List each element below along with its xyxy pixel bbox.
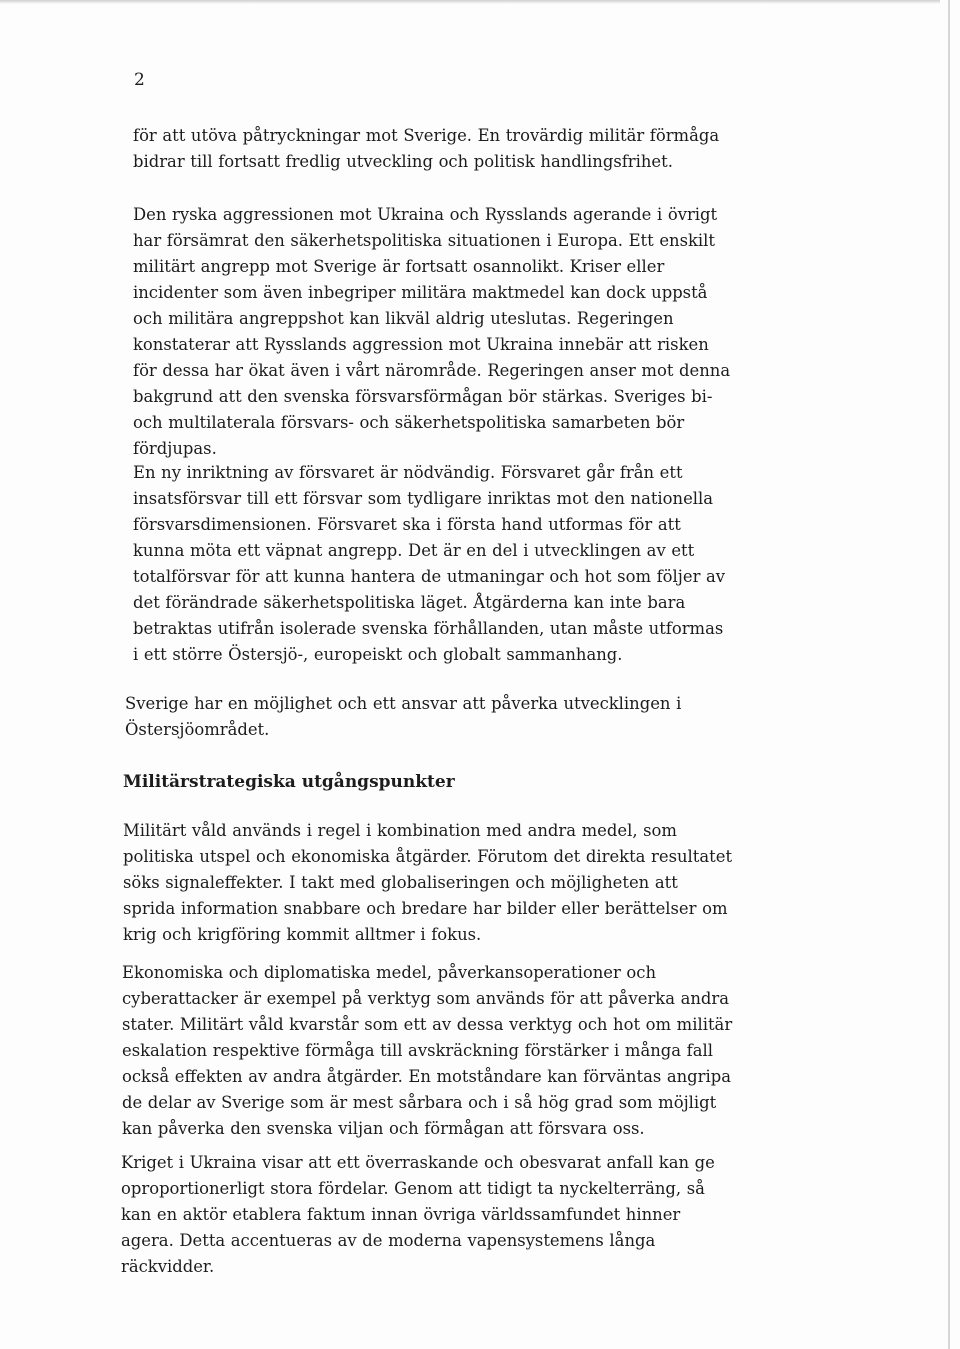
section-heading: Militärstrategiska utgångspunkter — [123, 772, 455, 792]
paragraph-4: Sverige har en möjlighet och ett ansvar att påverka utvecklingen i Östersjöområdet. — [125, 694, 682, 739]
scan-edge-top — [0, 0, 940, 4]
paragraph-2: Den ryska aggressionen mot Ukraina och Rysslands agerande i övrigt har försämrat den säkerhetspolitiska situationen i Europa. Ett enskilt militärt angrepp mot Sverige är fortsatt osannolikt. Kriser eller incidenter som även inbegriper militära maktmedel kan dock uppstå och militära angreppshot kan likväl aldrig uteslutas. Regeringen konstaterar att Rysslands aggression mot Ukraina innebär att risken för dessa har ökat även i vårt närområde. Regeringen anser mot denna bakgrund att den svenska försvarsförmågan bör stärkas. Sveriges bi- och multilaterala försvars- och säkerhetspolitiska samarbeten bör fördjupas. — [133, 205, 731, 458]
paragraph-6: Ekonomiska och diplomatiska medel, påverkansoperationer och cyberattacker är exempel på verktyg som används för att påverka andra stater. Militärt våld kvarstår som ett av dessa verktyg och hot om militär eskalation respektive förmåga till avskräckning förstärker i många fall också effekten av andra åtgärder. En motståndare kan förväntas angripa de delar av Sverige som är mest sårbara och i så hög grad som möjligt kan påverka den svenska viljan och förmågan att försvara oss. — [122, 963, 733, 1138]
scan-edge-right — [948, 0, 950, 1349]
paragraph-3: En ny inriktning av försvaret är nödvändig. Försvaret går från ett insatsförsvar till ett försvar som tydligare inriktas mot den nationella försvarsdimensionen. Försvaret ska i första hand utformas för att kunna möta ett väpnat angrepp. Det är en del i utvecklingen av ett totalförsvar för att kunna hantera de utmaningar och hot som följer av det förändrade säkerhetspolitiska läget. Åtgärderna kan inte bara betraktas utifrån isolerade svenska förhållanden, utan måste utformas i ett större Östersjö-, europeiskt och globalt sammanhang. — [133, 463, 726, 664]
paragraph-1: för att utöva påtryckningar mot Sverige. En trovärdig militär förmåga bidrar till fortsatt fredlig utveckling och politisk handlingsfrihet. — [133, 126, 720, 171]
paragraph-7: Kriget i Ukraina visar att ett överraskande och obesvarat anfall kan ge oproportionerligt stora fördelar. Genom att tidigt ta nyckelterräng, så kan en aktör etablera faktum innan övriga världssamfundet hinner agera. Detta accentueras av de moderna vapensystemens långa räckvidder. — [121, 1153, 715, 1276]
page-number: 2 — [134, 70, 145, 90]
paragraph-5: Militärt våld används i regel i kombination med andra medel, som politiska utspel och ekonomiska åtgärder. Förutom det direkta resultatet söks signaleffekter. I takt med globaliseringen och möjligheten att sprida information snabbare och bredare har bilder eller berättelser om krig och krigföring kommit alltmer i fokus. — [123, 821, 733, 944]
